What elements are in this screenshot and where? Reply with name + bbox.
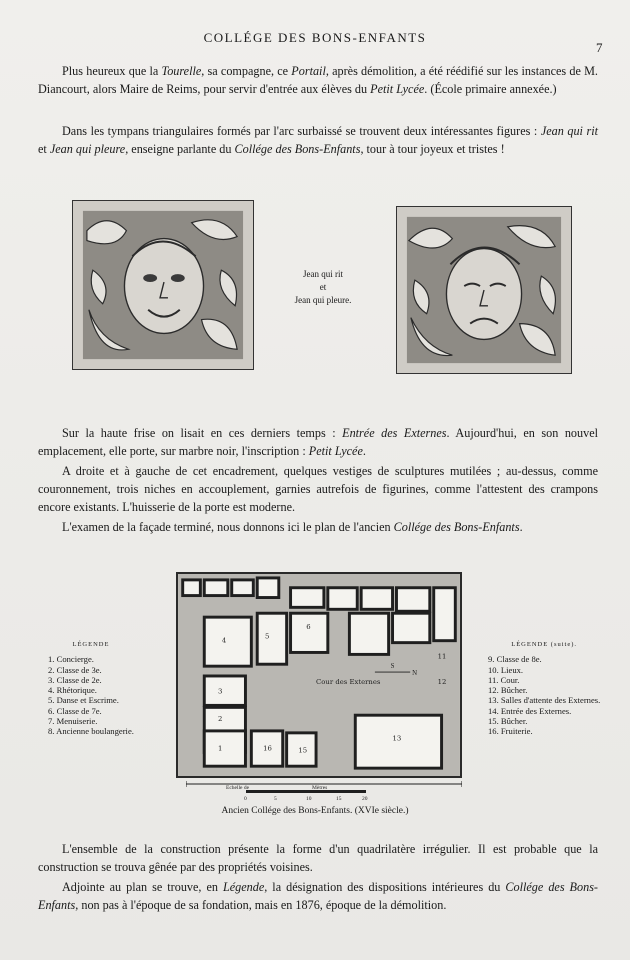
svg-text:0: 0 [244, 796, 247, 802]
paragraph-4: A droite et à gauche de cet encadrement, quelques vestiges de sculptures mutilées ; au-dessus, comme couronnement, trois niches en accouplement, garnies autrefois de figurines, comme l'attestent des crampons encore existants. L'huisserie de la porte est moderne. [38, 464, 598, 514]
svg-text:5: 5 [274, 796, 277, 802]
legend-item: 14. Entrée des Externes. [488, 705, 572, 716]
room-label: 2 [218, 715, 223, 724]
floor-plan [176, 572, 462, 778]
room-label: 11 [437, 652, 447, 661]
svg-text:N: N [412, 670, 418, 677]
legend-item: 10. Lieux. [488, 664, 524, 675]
running-header: COLLÉGE DES BONS-ENFANTS [203, 30, 427, 45]
room-label: 12 [437, 677, 447, 686]
legend-right: LÉGENDE (suite). 9. Classe de 8e. 10. Lieux. 11. Cour. 12. Bûcher. 13. Salles d'attente des Externes. 14. Entrée des Externes. 15. Bûcher. 16. Fruiterie. [488, 641, 601, 737]
room-label: 5 [265, 632, 270, 641]
plan-caption: Ancien Collége des Bons-Enfants. (XVIe siècle.) [221, 806, 409, 816]
paragraph-3: Sur la haute frise on lisait en ces derniers temps : Entrée des Externes. Aujourd'hui, en son nouvel emplacement, elle porte, sur marbre noir, l'inscription : Petit Lycée. [38, 426, 598, 458]
plates-caption: Jean qui rit et Jean qui pleure. [294, 269, 352, 305]
legend-item: 9. Classe de 8e. [488, 654, 542, 665]
legend-item: 6. Classe de 7e. [48, 705, 102, 716]
svg-text:10: 10 [306, 796, 312, 802]
room-label: 16 [263, 744, 272, 753]
svg-text:Echelle de: Echelle de [226, 785, 250, 791]
court-label: Cour des Externes [316, 677, 381, 686]
legend-item: 15. Bûcher. [488, 716, 528, 727]
legend-left: LÉGENDE 1. Concierge. 2. Classe de 3e. 3. Classe de 2e. 4. Rhétorique. 5. Danse et Escrime. 6. Classe de 7e. 7. Menuiserie. 8. Ancienne boulangerie. [48, 641, 134, 737]
paragraph-6: L'ensemble de la construction présente la forme d'un quadrilatère irrégulier. Il est probable que la construction se trouva gênée par des propriétés voisines. [38, 842, 598, 874]
room-label: 6 [306, 622, 311, 631]
svg-text:S: S [390, 663, 395, 671]
sculpture-jean-qui-rit [72, 200, 254, 370]
weeping-face-relief [397, 207, 571, 373]
paragraph-7: Adjointe au plan se trouve, en Légende, la désignation des dispositions intérieures du Collége des Bons-Enfants, non pas à l'époque de sa fondation, mais en 1876, époque de la démolition. [38, 880, 598, 912]
laughing-face-relief [73, 201, 253, 369]
room-label: 15 [298, 746, 308, 755]
sculpture-jean-qui-pleure [396, 206, 572, 374]
paragraph-5: L'examen de la façade terminé, nous donnons ici le plan de l'ancien Collége des Bons-Enfants. [62, 520, 523, 534]
legend-item: 3. Classe de 2e. [48, 674, 102, 685]
legend-item: 5. Danse et Escrime. [48, 695, 119, 706]
room-label: 4 [221, 636, 227, 645]
room-label: 13 [392, 734, 402, 743]
legend-item: 4. Rhétorique. [48, 685, 97, 696]
room-label: 3 [218, 687, 223, 696]
svg-text:20: 20 [362, 796, 368, 802]
legend-item: 11. Cour. [488, 674, 520, 685]
svg-text:Mètres: Mètres [312, 785, 328, 791]
paragraph-1: Plus heureux que la Tourelle, sa compagne, ce Portail, après démolition, a été réédifié sur les instances de M. Diancourt, alors Maire de Reims, pour servir d'entrée aux élèves du Petit Lycée. (École primaire annexée.) [38, 64, 598, 96]
page-number: 7 [596, 40, 603, 55]
legend-item: 12. Bûcher. [488, 685, 528, 696]
scale-bar [186, 778, 462, 806]
room-label: 1 [218, 744, 223, 753]
legend-item: 7. Menuiserie. [48, 716, 98, 727]
legend-item: 1. Concierge. [48, 654, 94, 665]
legend-item: 8. Ancienne boulangerie. [48, 726, 134, 737]
legend-item: 2. Classe de 3e. [48, 664, 102, 675]
paragraph-2: Dans les tympans triangulaires formés par l'arc surbaissé se trouvent deux intéressantes figures : Jean qui rit et Jean qui pleure, enseigne parlante du Collége des Bons-Enfants, tour à tour joyeux et tristes ! [38, 124, 598, 156]
legend-item: 16. Fruiterie. [488, 726, 533, 737]
svg-text:15: 15 [336, 796, 342, 802]
legend-item: 13. Salles d'attente des Externes. [488, 695, 601, 706]
floor-plan-drawing [178, 574, 460, 776]
